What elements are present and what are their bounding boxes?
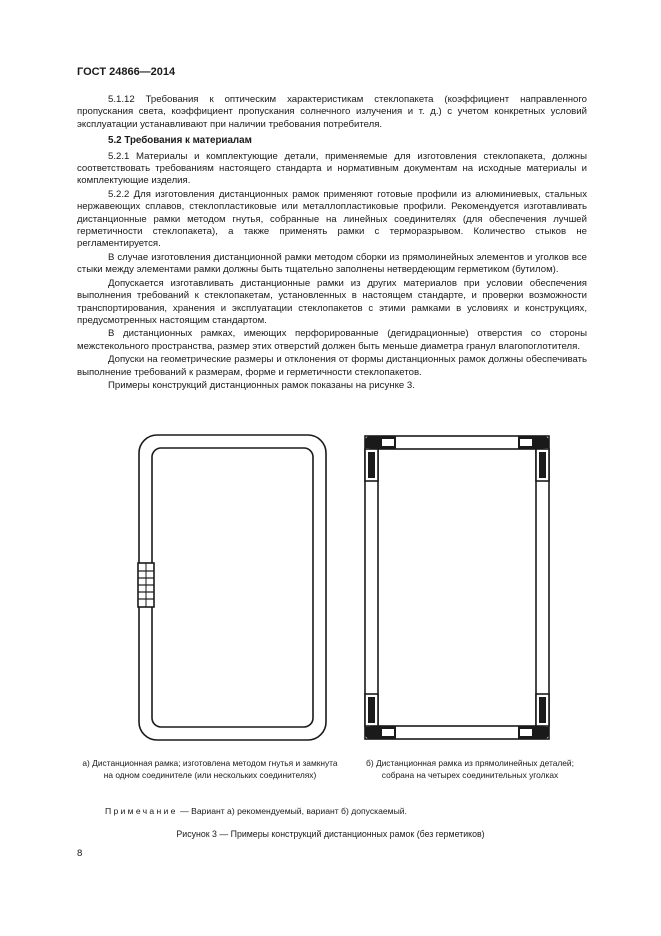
assembled-spacer-frame <box>365 436 549 739</box>
figure-caption-a: а) Дистанционная рамка; изготовлена методом гнутья и замкнута на одном соединителе (или нескольких соединителях) <box>82 758 338 780</box>
linear-connector <box>138 563 154 607</box>
note-label: Примечание <box>105 806 178 816</box>
paragraph-tolerances: Допуски на геометрические размеры и отклонения от формы дистанционных рамок должны обеспечивать выполнение требований к размерам, форме и герметичности стеклопакетов. <box>77 354 587 378</box>
paragraph-5-1-12: 5.1.12 Требования к оптическим характеристикам стеклопакета (коэффициент направленного пропускания света, коэффициент пропускания солнечного излучения и т. д.) с учетом конкретных условий эксплуатации устанавливают при наличии требования потребителя. <box>77 94 587 130</box>
figure-title: Рисунок 3 — Примеры конструкций дистанционных рамок (без герметиков) <box>176 829 485 839</box>
document-header: ГОСТ 24866—2014 <box>77 66 176 78</box>
bent-spacer-frame <box>139 435 326 740</box>
paragraph-5-2-2: 5.2.2 Для изготовления дистанционных рамок применяют готовые профили из алюминиевых, стальных нержавеющих сплавов, стеклопластиковые или металлопластиковые профили. Рекомендуется изготавливать дистанционные рамки методом гнутья, собранные на линейных соединителях (для обеспечения лучшей герметичности стеклопакета), а также применять рамки с терморазрывом. Количество стыков не регламентируется. <box>77 188 587 250</box>
corner-keys <box>365 436 549 739</box>
figure-caption-b: б) Дистанционная рамка из прямолинейных деталей; собрана на четырех соединительных уголках <box>366 758 574 780</box>
page-number: 8 <box>77 848 83 859</box>
section-heading-5-2: 5.2 Требования к материалам <box>108 135 252 147</box>
paragraph-perforated: В дистанционных рамках, имеющих перфорированные (дегидрационные) отверстия со стороны межстекольного пространства, размер этих отверстий должен быть меньше диаметра гранул влагопоглотителя. <box>77 328 587 352</box>
paragraph-other-materials: Допускается изготавливать дистанционные рамки из других материалов при условии обеспечения выполнения требований к стеклопакетам, установленных в настоящем стандарте, и проверки возможности транспортирования, хранения и эксплуатации стеклопакетов с этими рамками в условиях и конструкциях, предусмотренных настоящим стандартом. <box>77 277 587 326</box>
paragraph-5-2-1: 5.2.1 Материалы и комплектующие детали, применяемые для изготовления стеклопакета, должны соответствовать требованиям настоящего стандарта и нормативным документам на исходные материалы и комплектующие изделия. <box>77 150 587 187</box>
body-text <box>77 94 587 393</box>
paragraph-examples: Примеры конструкций дистанционных рамок показаны на рисунке 3. <box>108 379 415 391</box>
figure-note <box>105 806 407 816</box>
note-text: — Вариант а) рекомендуемый, вариант б) допускаемый. <box>177 806 407 816</box>
paragraph-assembly: В случае изготовления дистанционной рамки методом сборки из прямолинейных элементов и уголков все стыки между элементами рамки должны быть тщательно заполнены нетвердеющим герметиком (бутилом). <box>77 251 587 276</box>
